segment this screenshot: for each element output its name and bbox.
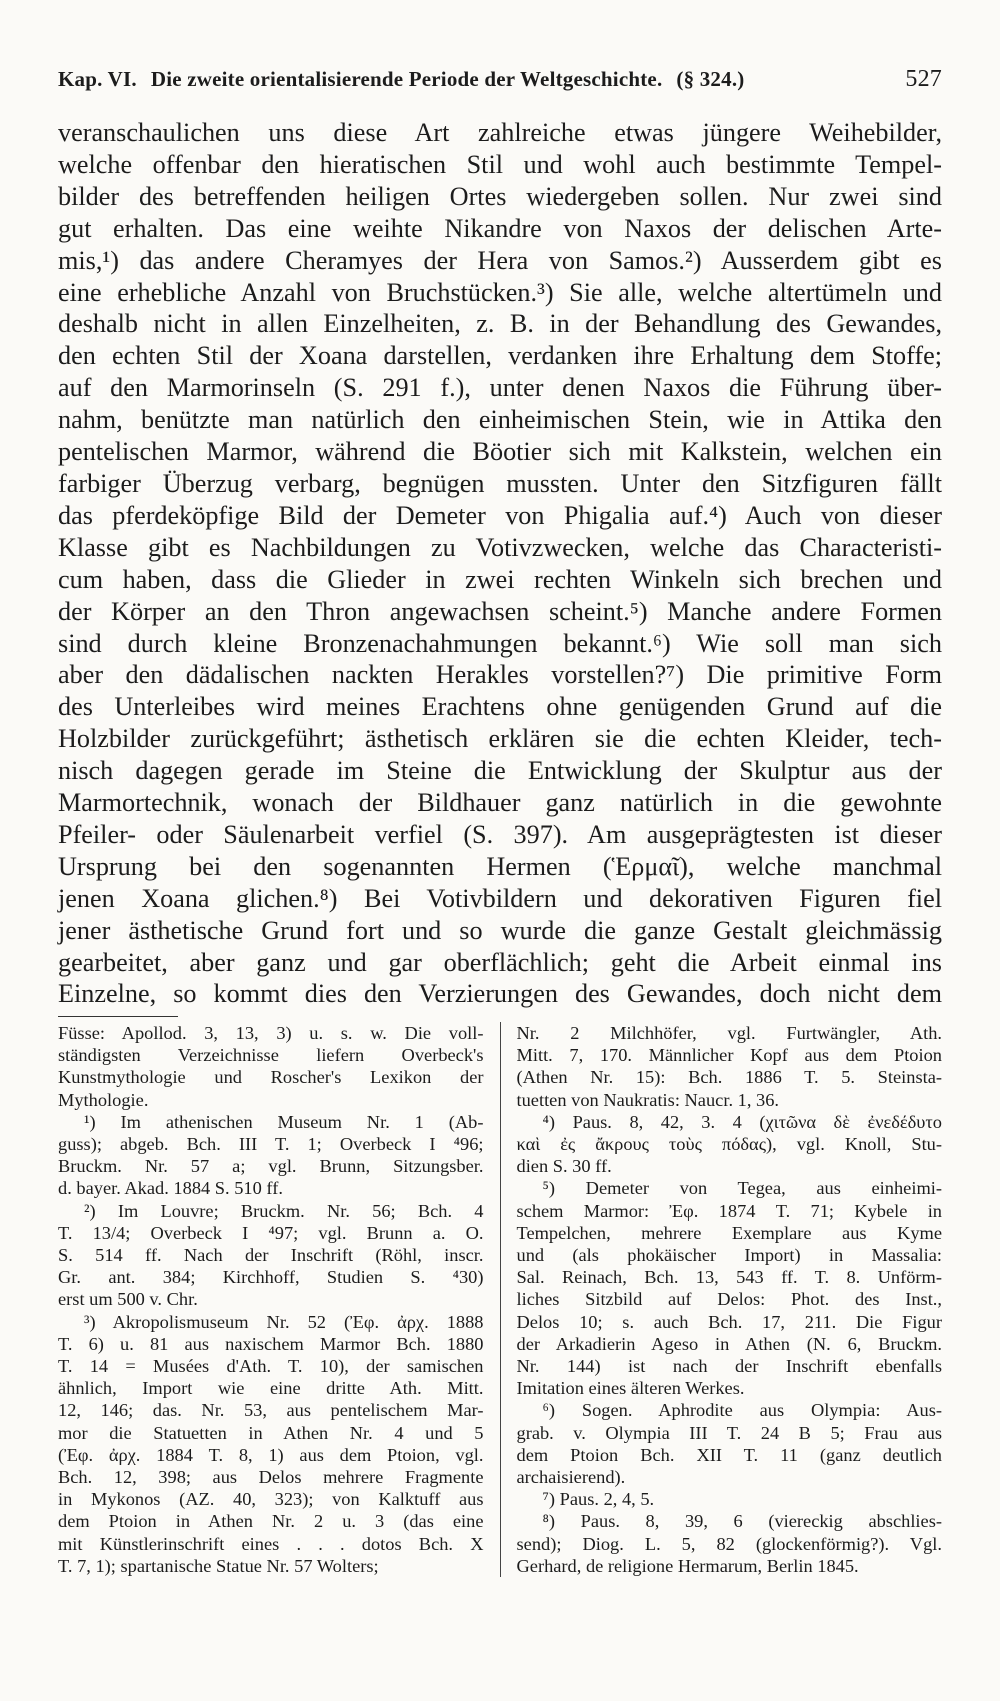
footnote-line: ⁴) Paus. 8, 42, 3. 4 (χιτῶνα δὲ ἐνεδέδυτο (542, 1111, 942, 1132)
footnote-line: Gr. ant. 384; Kirchhoff, Studien S. ⁴30) (58, 1267, 484, 1288)
footnote-line: ⁶) Sogen. Aphrodite aus Olympia: Aus- (542, 1400, 942, 1421)
footnote-line: καὶ ἐς ἄκρους τοὺς πόδας), vgl. Knoll, Stu- (516, 1134, 942, 1155)
footnote-line: dem Ptoion in Athen Nr. 2 u. 3 (das eine (58, 1511, 484, 1532)
body-line: der Körper an den Thron angewachsen scheint.⁵) Manche andere Formen (58, 596, 942, 626)
footnote-line: Gerhard, de religione Hermarum, Berlin 1845. (516, 1555, 859, 1576)
footnote-line: mit Künstlerinschrift eines . . . dotos Bch. X (58, 1533, 484, 1554)
footnote-line: in Mykonos (AZ. 40, 323); von Kalktuff aus (58, 1489, 484, 1510)
body-line: Ursprung bei den sogenannten Hermen (Ἑρμαῖ), welche manchmal (58, 851, 942, 881)
body-line: mis,¹) das andere Cheramyes der Hera von Samos.²) Ausserdem gibt es (58, 245, 942, 275)
footnotes-left-column (58, 1022, 501, 1577)
footnote-line: Nr. 144) ist nach der Inschrift ebenfalls (516, 1356, 942, 1377)
footnote-line: mor die Statuetten in Athen Nr. 4 und 5 (58, 1422, 484, 1443)
footnote-line: send); Diog. L. 5, 82 (glockenförmig?). Vgl. (516, 1533, 942, 1554)
page (58, 66, 942, 1010)
body-line: welche offenbar den hieratischen Stil und wohl auch bestimmte Tempel- (58, 149, 942, 179)
body-line: Marmortechnik, wonach der Bildhauer ganz natürlich in die gewohnte (58, 788, 942, 818)
body-line: Pfeiler- oder Säulenarbeit verfiel (S. 397). Am ausgeprägtesten ist dieser (58, 819, 942, 849)
footnote-line: ³) Akropolismuseum Nr. 52 (Ἐφ. ἀρχ. 1888 (84, 1311, 484, 1332)
body-line: aber den dädalischen nackten Herakles vorstellen?⁷) Die primitive Form (58, 660, 942, 690)
section-ref: (§ 324.) (676, 67, 745, 91)
footnote-line: Mythologie. (58, 1089, 149, 1110)
body-line: bilder des betreffenden heiligen Ortes wiedergeben sollen. Nur zwei sind (58, 181, 942, 211)
body-line: jener ästhetische Grund fort und so wurde die ganze Gestalt gleichmässig (58, 915, 942, 945)
footnote-line: Nr. 2 Milchhöfer, vgl. Furtwängler, Ath. (516, 1023, 942, 1043)
body-line: gearbeitet, aber ganz und gar oberflächlich; geht die Arbeit einmal ins (58, 947, 942, 977)
footnote-line: Delos 10; s. auch Bch. 17, 211. Die Figur (516, 1311, 942, 1332)
footnote-line: T. 6) u. 81 aus naxischem Marmor Bch. 1880 (58, 1333, 484, 1354)
footnote-line: Füsse: Apollod. 3, 13, 3) u. s. w. Die voll- (58, 1023, 484, 1043)
footnote-line: schem Marmor: Ἐφ. 1874 T. 71; Kybele in (516, 1200, 942, 1221)
footnote-line: erst um 500 v. Chr. (58, 1289, 198, 1310)
body-line: des Unterleibes wird meines Erachtens ohne genügenden Grund auf die (58, 692, 942, 722)
footnote-line: Kunstmythologie und Roscher's Lexikon der (58, 1067, 484, 1088)
footnote-line: grab. v. Olympia III T. 24 B 5; Frau aus (516, 1422, 942, 1443)
running-header (58, 66, 942, 93)
body-line: Holzbilder zurückgeführt; ästhetisch erklären sie die echten Kleider, tech- (58, 724, 942, 754)
body-line: gut erhalten. Das eine weihte Nikandre von Naxos der delischen Arte- (58, 213, 942, 243)
footnote-line: ⁵) Demeter von Tegea, aus einheimi- (542, 1178, 942, 1199)
footnote-line: liches Sitzbild auf Delos: Phot. des Inst., (516, 1289, 942, 1310)
footnote-line: T. 7, 1); spartanische Statue Nr. 57 Wolters; (58, 1555, 379, 1576)
body-line: nahm, benützte man natürlich den einheimischen Stein, wie in Attika den (58, 405, 942, 435)
footnote-rule (58, 1016, 178, 1017)
footnote-line: 12, 146; das. Nr. 53, aus pentelischem Mar- (58, 1400, 484, 1421)
footnote-line: T. 14 = Musées d'Ath. T. 10), der samischen (58, 1356, 484, 1377)
footnote-line: tuetten von Naukratis: Naucr. 1, 36. (516, 1089, 780, 1110)
footnote-line: ständigsten Verzeichnisse liefern Overbeck's (58, 1045, 484, 1066)
page-number: 527 (905, 66, 942, 92)
body-line: eine erhebliche Anzahl von Bruchstücken.³) Sie alle, welche altertümeln und (58, 277, 942, 307)
body-line: Klasse gibt es Nachbildungen zu Votivzwecken, welche das Characteristi- (58, 532, 942, 562)
footnotes (58, 1022, 942, 1577)
footnote-line: der Arkadierin Ageso in Athen (N. 6, Bruckm. (516, 1333, 942, 1354)
footnote-line: und (als phokäischer Import) in Massalia: (516, 1245, 942, 1266)
footnote-line: Bruckm. Nr. 57 a; vgl. Brunn, Sitzungsber. (58, 1156, 484, 1177)
footnote-line: S. 514 ff. Nach der Inschrift (Röhl, inscr. (58, 1245, 484, 1266)
footnote-line: dem Ptoion Bch. XII T. 11 (ganz deutlich (516, 1444, 942, 1465)
footnote-line: Imitation eines älteren Werkes. (516, 1378, 745, 1399)
footnote-line: ¹) Im athenischen Museum Nr. 1 (Ab- (84, 1111, 484, 1132)
footnote-line: Bch. 12, 398; aus Delos mehrere Fragmente (58, 1467, 484, 1488)
body-line: veranschaulichen uns diese Art zahlreiche etwas jüngere Weihebilder, (58, 118, 942, 147)
body-line: sind durch kleine Bronzenachahmungen bekannt.⁶) Wie soll man sich (58, 628, 942, 658)
footnote-line: ²) Im Louvre; Bruckm. Nr. 56; Bch. 4 (84, 1200, 484, 1221)
footnote-line: ähnlich, Import wie eine dritte Ath. Mitt. (58, 1378, 484, 1399)
body-line: nisch dagegen gerade im Steine die Entwicklung der Skulptur aus der (58, 756, 942, 786)
footnote-line: ⁷) Paus. 2, 4, 5. (542, 1489, 655, 1510)
footnote-line: (Athen Nr. 15): Bch. 1886 T. 5. Steinsta- (516, 1067, 942, 1088)
footnote-line: T. 13/4; Overbeck I ⁴97; vgl. Brunn a. O. (58, 1222, 484, 1243)
body-line: jenen Xoana glichen.⁸) Bei Votivbildern und dekorativen Figuren fiel (58, 883, 942, 913)
footnote-line: ⁸) Paus. 8, 39, 6 (viereckig abschlies- (542, 1511, 942, 1532)
footnotes-right-column (501, 1022, 943, 1577)
body-line: den echten Stil der Xoana darstellen, verdanken ihre Erhaltung dem Stoffe; (58, 341, 942, 371)
footnote-line: (Ἐφ. ἀρχ. 1884 T. 8, 1) aus dem Ptoion, vgl. (58, 1444, 484, 1465)
footnote-line: guss); abgeb. Bch. III T. 1; Overbeck I ⁴96; (58, 1134, 484, 1155)
footnote-line: dien S. 30 ff. (516, 1156, 612, 1177)
footnote-line: archaisierend). (516, 1467, 626, 1488)
body-line: das pferdeköpfige Bild der Demeter von Phigalia auf.⁴) Auch von dieser (58, 500, 942, 530)
footnote-line: d. bayer. Akad. 1884 S. 510 ff. (58, 1178, 283, 1199)
body-line: cum haben, dass die Glieder in zwei rechten Winkeln sich brechen und (58, 564, 942, 594)
body-line: auf den Marmorinseln (S. 291 f.), unter denen Naxos die Führung über- (58, 373, 942, 403)
main-text (58, 117, 942, 1010)
footnote-line: Sal. Reinach, Bch. 13, 543 ff. T. 8. Unförm- (516, 1267, 942, 1288)
body-line: Einzelne, so kommt dies den Verzierungen des Gewandes, doch nicht dem (58, 979, 942, 1009)
footnote-line: Mitt. 7, 170. Männlicher Kopf aus dem Ptoion (516, 1045, 942, 1066)
footnote-line: Tempelchen, mehrere Exemplare aus Kyme (516, 1222, 942, 1243)
chapter-title: Die zweite orientalisierende Periode der Weltgeschichte. (150, 67, 663, 91)
chapter-label: Kap. VI. (58, 67, 137, 91)
body-line: pentelischen Marmor, während die Böotier sich mit Kalkstein, welchen ein (58, 437, 942, 467)
body-line: deshalb nicht in allen Einzelheiten, z. B. in der Behandlung des Gewandes, (58, 309, 942, 339)
body-line: farbiger Überzug verbarg, begnügen mussten. Unter den Sitzfiguren fällt (58, 468, 942, 498)
